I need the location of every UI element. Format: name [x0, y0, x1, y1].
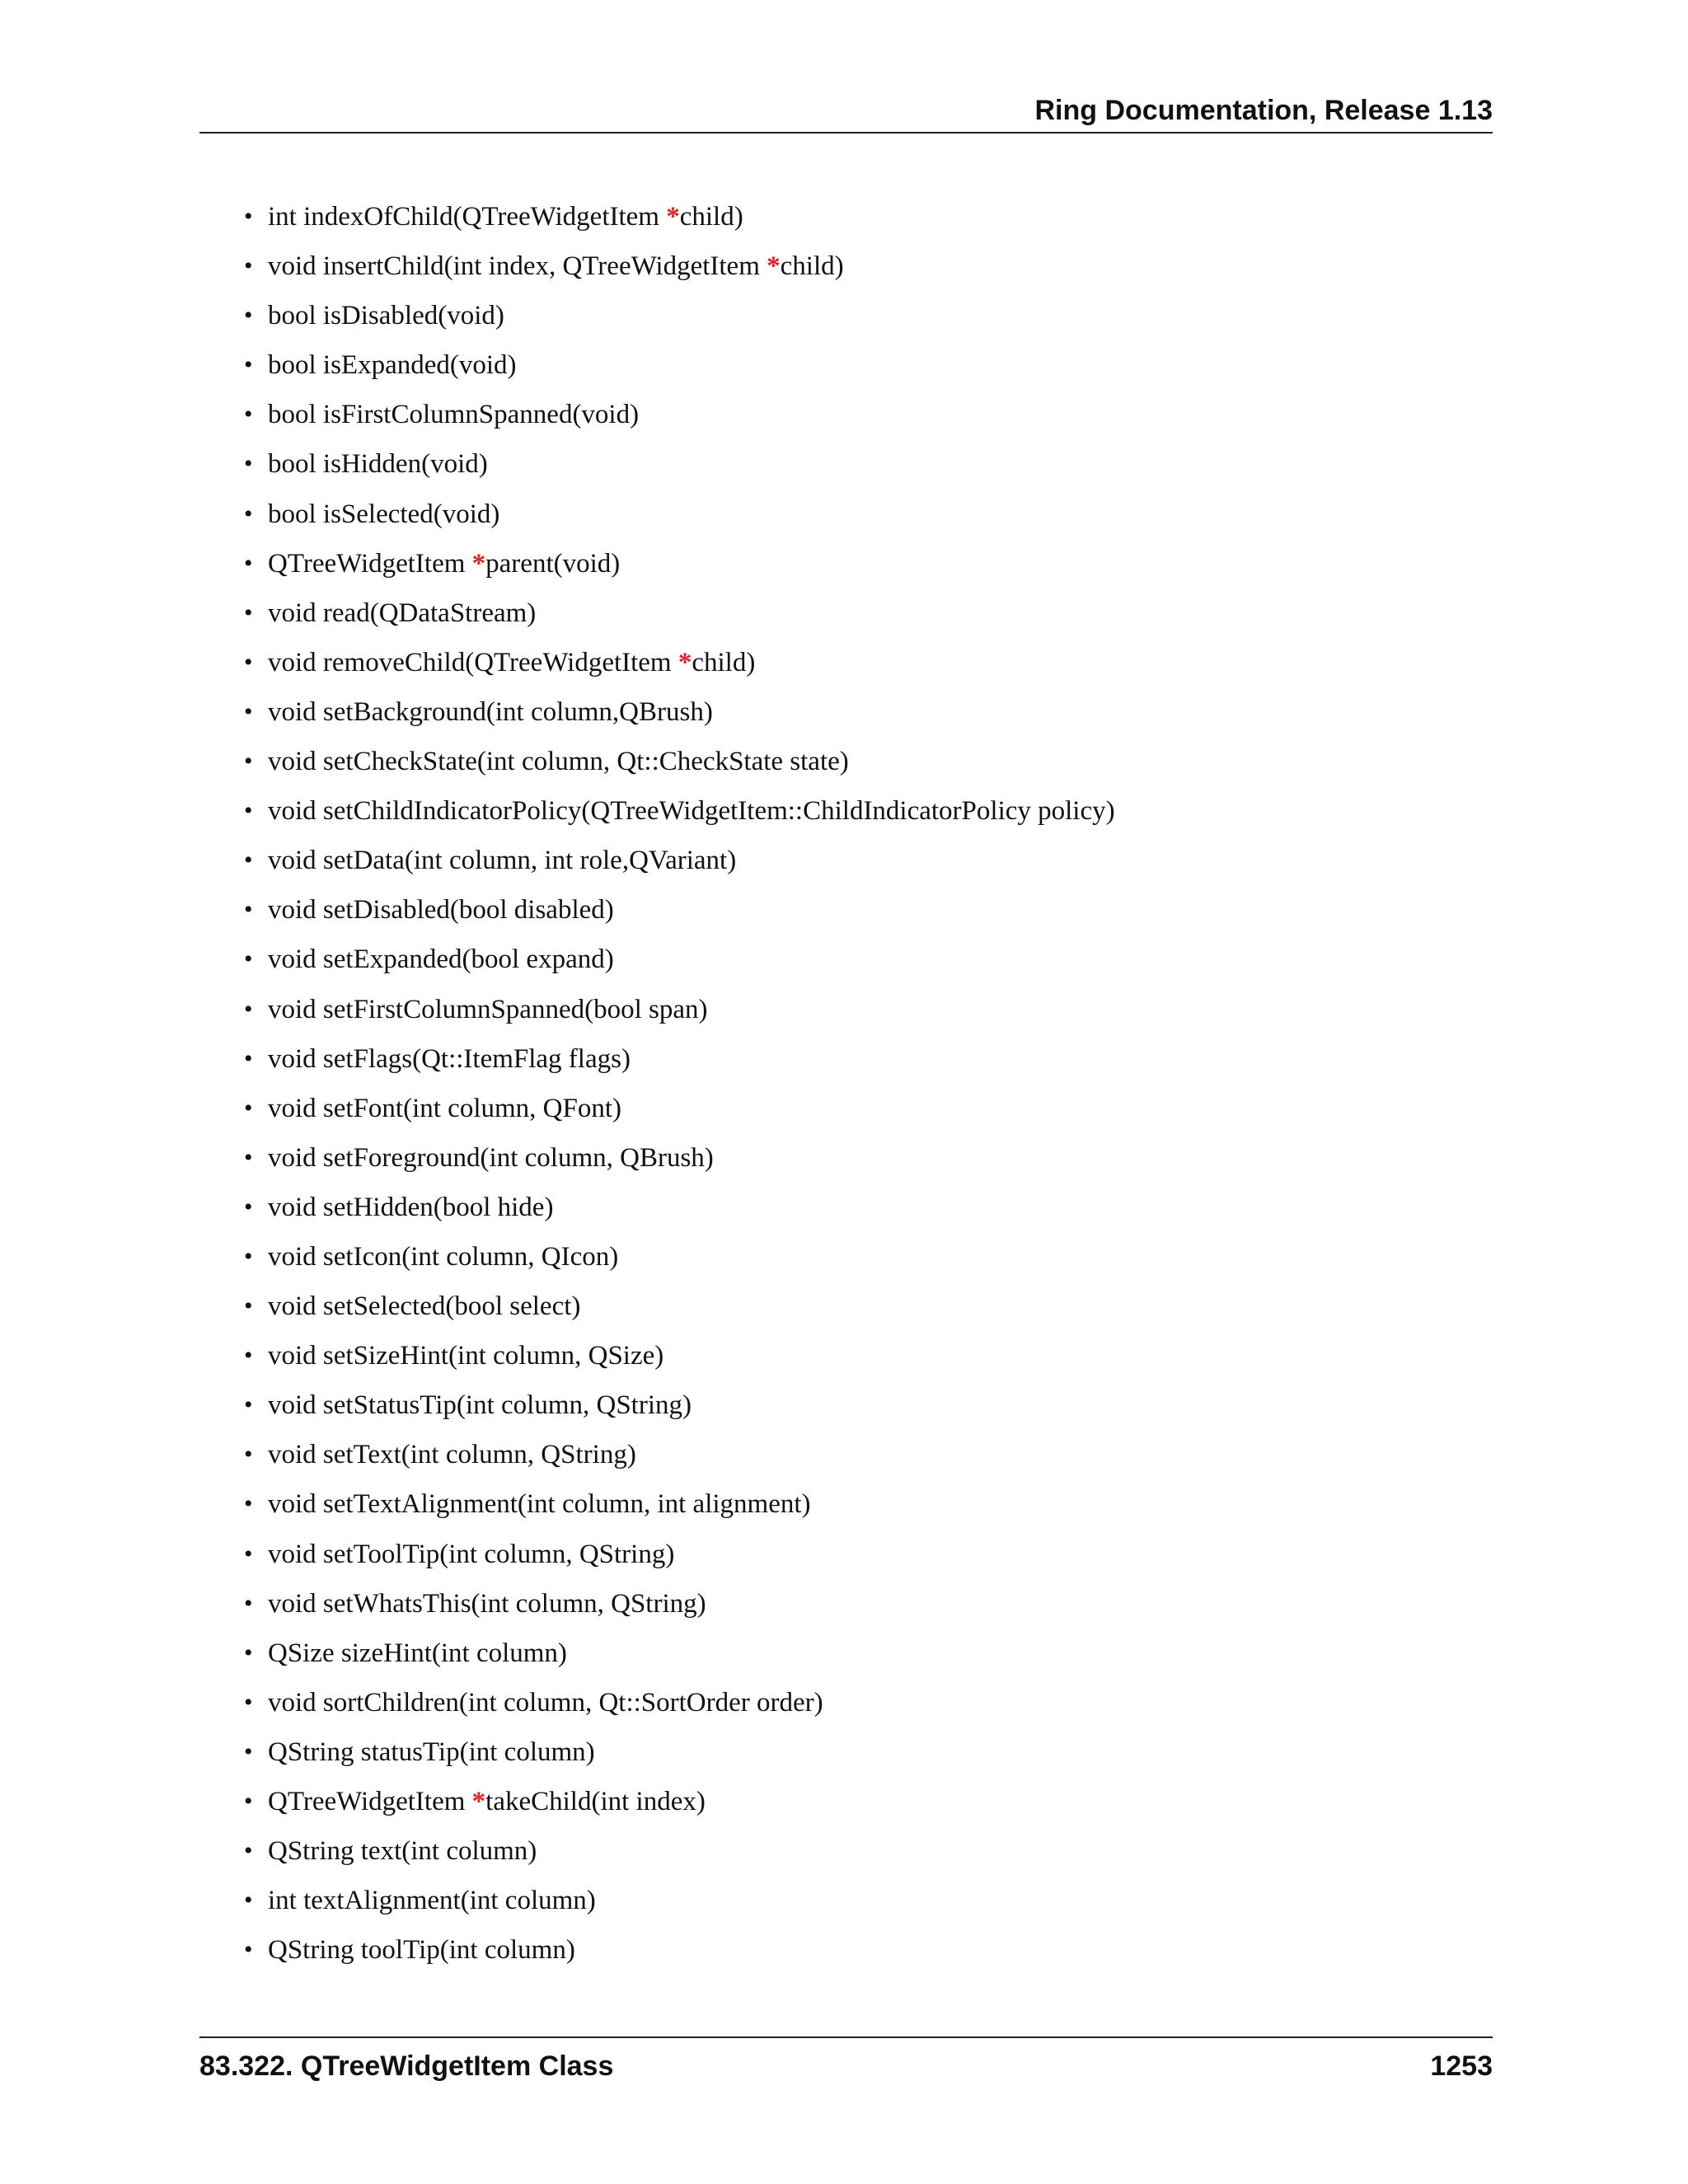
pointer-asterisk: *	[666, 202, 680, 232]
list-item	[244, 543, 1115, 593]
list-item	[244, 1781, 1115, 1830]
bullet-icon: •	[244, 549, 253, 577]
method-signature: void setChildIndicatorPolicy(QTreeWidgetItem::ChildIndicatorPolicy policy)	[268, 796, 1115, 827]
method-signature: QSize sizeHint(int column)	[268, 1638, 567, 1668]
list-item	[244, 889, 1115, 939]
list-item	[244, 1236, 1115, 1286]
list-item	[244, 1335, 1115, 1385]
bullet-icon: •	[244, 1044, 253, 1072]
pointer-asterisk: *	[471, 548, 486, 579]
method-signature: bool isDisabled(void)	[268, 301, 504, 331]
list-item	[244, 1732, 1115, 1781]
bullet-icon: •	[244, 1886, 253, 1915]
bullet-icon: •	[244, 1292, 253, 1320]
bullet-icon: •	[244, 1540, 253, 1568]
method-signature: void setStatusTip(int column, QString)	[268, 1390, 692, 1421]
method-signature-tail: child)	[780, 251, 844, 282]
bullet-icon: •	[244, 945, 253, 973]
method-signature: bool isFirstColumnSpanned(void)	[268, 400, 640, 430]
list-item	[244, 295, 1115, 344]
document-title: Ring Documentation, Release 1.13	[1034, 95, 1493, 126]
pointer-asterisk: *	[678, 647, 692, 677]
list-item	[244, 344, 1115, 394]
bullet-icon: •	[244, 846, 253, 874]
list-item	[244, 1682, 1115, 1732]
method-signature: void setBackground(int column,QBrush)	[268, 696, 713, 727]
bullet-icon: •	[244, 1837, 253, 1865]
method-signature: int textAlignment(int column)	[268, 1886, 596, 1916]
list-item	[244, 1483, 1115, 1533]
bullet-icon: •	[244, 1342, 253, 1370]
method-signature: void setIcon(int column, QIcon)	[268, 1241, 619, 1272]
bullet-icon: •	[244, 1143, 253, 1171]
list-item	[244, 939, 1115, 988]
method-signature-tail: parent(void)	[485, 548, 621, 579]
list-item	[244, 840, 1115, 889]
bullet-icon: •	[244, 1441, 253, 1469]
method-signature: void setDisabled(bool disabled)	[268, 895, 614, 926]
bullet-icon: •	[244, 797, 253, 825]
method-signature: void setTextAlignment(int column, int alignment)	[268, 1489, 811, 1520]
method-signature: void setWhatsThis(int column, QString)	[268, 1588, 706, 1619]
page-footer	[199, 2036, 1493, 2088]
list-item	[244, 443, 1115, 493]
method-signature: QString toolTip(int column)	[268, 1935, 575, 1966]
list-item	[244, 642, 1115, 691]
method-signature: int indexOfChild(QTreeWidgetItem	[268, 202, 667, 232]
list-item	[244, 494, 1115, 543]
bullet-icon: •	[244, 203, 253, 230]
method-signature: bool isSelected(void)	[268, 499, 500, 529]
list-item	[244, 1633, 1115, 1682]
list-item	[244, 1088, 1115, 1137]
pointer-asterisk: *	[767, 251, 781, 282]
method-signature: bool isHidden(void)	[268, 449, 488, 480]
method-signature: QString statusTip(int column)	[268, 1736, 595, 1767]
method-signature: void setFont(int column, QFont)	[268, 1093, 621, 1123]
method-signature: QString text(int column)	[268, 1836, 537, 1867]
method-signature: void insertChild(int index, QTreeWidgetItem	[268, 251, 767, 282]
bullet-icon: •	[244, 1688, 253, 1716]
page-number: 1253	[1430, 2050, 1493, 2082]
list-item	[244, 1830, 1115, 1880]
bullet-icon: •	[244, 748, 253, 776]
method-signature: void setFlags(Qt::ItemFlag flags)	[268, 1043, 631, 1074]
list-item	[244, 691, 1115, 741]
method-signature: void setHidden(bool hide)	[268, 1192, 554, 1222]
list-item	[244, 1137, 1115, 1187]
bullet-icon: •	[244, 697, 253, 725]
method-signature: void setExpanded(bool expand)	[268, 944, 614, 975]
bullet-icon: •	[244, 1193, 253, 1221]
bullet-icon: •	[244, 995, 253, 1023]
method-signature: QTreeWidgetItem	[268, 548, 472, 579]
list-item	[244, 196, 1115, 246]
bullet-icon: •	[244, 450, 253, 478]
method-signature: void setSizeHint(int column, QSize)	[268, 1341, 664, 1371]
list-item	[244, 1880, 1115, 1929]
list-item	[244, 1385, 1115, 1434]
list-item	[244, 741, 1115, 790]
bullet-icon: •	[244, 252, 253, 280]
list-item	[244, 1583, 1115, 1633]
list-item	[244, 1187, 1115, 1236]
bullet-icon: •	[244, 499, 253, 527]
bullet-icon: •	[244, 302, 253, 330]
bullet-icon: •	[244, 1589, 253, 1617]
method-signature-tail: takeChild(int index)	[485, 1787, 706, 1816]
method-signature: bool isExpanded(void)	[268, 350, 517, 381]
list-item	[244, 1534, 1115, 1583]
page-header	[199, 91, 1493, 134]
list-item	[244, 1038, 1115, 1088]
bullet-icon: •	[244, 351, 253, 379]
list-item	[244, 593, 1115, 642]
pointer-asterisk: *	[471, 1787, 486, 1816]
method-signature: void setText(int column, QString)	[268, 1440, 636, 1470]
method-signature: void setToolTip(int column, QString)	[268, 1539, 675, 1569]
method-signature-tail: child)	[679, 202, 743, 232]
bullet-icon: •	[244, 1788, 253, 1815]
bullet-icon: •	[244, 1638, 253, 1666]
list-item	[244, 246, 1115, 295]
list-item	[244, 790, 1115, 840]
method-signature: void setSelected(bool select)	[268, 1291, 581, 1322]
bullet-icon: •	[244, 1391, 253, 1419]
bullet-icon: •	[244, 648, 253, 676]
method-signature: void setCheckState(int column, Qt::CheckState state)	[268, 747, 849, 777]
bullet-icon: •	[244, 598, 253, 626]
bullet-icon: •	[244, 1242, 253, 1270]
method-signature: void setForeground(int column, QBrush)	[268, 1142, 714, 1173]
method-signature-tail: child)	[692, 647, 756, 677]
section-title: 83.322. QTreeWidgetItem Class	[199, 2050, 614, 2082]
list-item	[244, 1286, 1115, 1335]
list-item	[244, 989, 1115, 1038]
method-list	[244, 196, 1115, 1979]
list-item	[244, 1929, 1115, 1979]
bullet-icon: •	[244, 1490, 253, 1518]
bullet-icon: •	[244, 896, 253, 924]
method-signature: void setFirstColumnSpanned(bool span)	[268, 994, 708, 1024]
list-item	[244, 1434, 1115, 1483]
bullet-icon: •	[244, 1737, 253, 1765]
method-signature: QTreeWidgetItem	[268, 1787, 472, 1816]
bullet-icon: •	[244, 1094, 253, 1122]
method-signature: void setData(int column, int role,QVariant)	[268, 846, 737, 876]
bullet-icon: •	[244, 401, 253, 429]
method-signature: void read(QDataStream)	[268, 598, 537, 628]
bullet-icon: •	[244, 1936, 253, 1964]
list-item	[244, 394, 1115, 443]
method-signature: void sortChildren(int column, Qt::SortOrder order)	[268, 1687, 823, 1718]
method-signature: void removeChild(QTreeWidgetItem	[268, 647, 678, 677]
